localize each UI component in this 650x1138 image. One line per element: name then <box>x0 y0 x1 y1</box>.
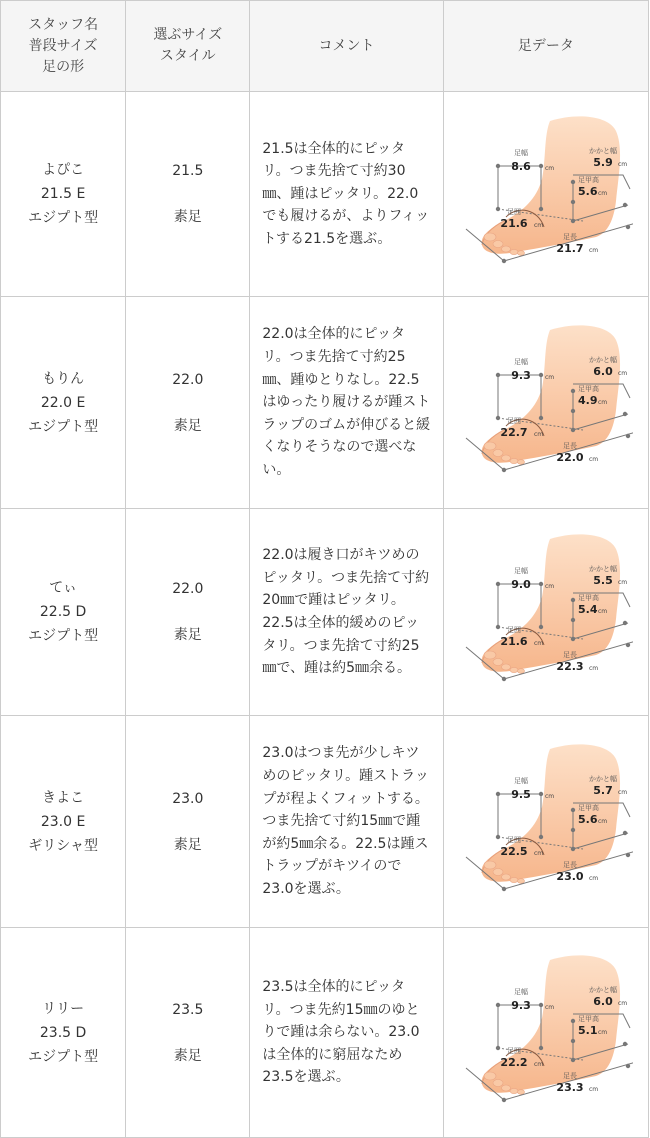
header-style-line: 選ぶサイズ <box>153 27 223 43</box>
ball-width-value: 9.5 <box>511 787 532 801</box>
usual-size: 23.5 D <box>39 1024 87 1041</box>
length-label: 足長 <box>563 233 578 241</box>
chosen-size: 22.0 <box>172 371 204 388</box>
toe-icon <box>510 1088 518 1093</box>
foot-diagram <box>458 737 633 907</box>
foot-data-cell <box>443 716 648 928</box>
header-row <box>1 1 649 92</box>
foot-diagram <box>458 109 633 279</box>
style-label: 素足 <box>173 627 202 643</box>
instep-value: 5.1 <box>578 1023 598 1037</box>
ball-width-label: 足幅 <box>514 357 529 366</box>
heel-width-unit: cm <box>618 999 628 1007</box>
comment-cell: 23.0はつま先が少しキツめのピッタリ。踵ストラップが程よくフィットする。つま先捨て寸約15㎜で踵が約5㎜余る。22.5は踵ストラップがキツイので23.0を選ぶ。 <box>250 716 443 928</box>
toe-icon <box>484 651 496 659</box>
toe-icon <box>502 455 511 461</box>
instep-label: 足甲高 <box>578 384 600 393</box>
foot-diagram <box>458 318 633 488</box>
foot-data-cell <box>443 928 648 1138</box>
foot-shape: エジプト型 <box>28 418 99 435</box>
heel-width-value: 6.0 <box>593 364 614 378</box>
table-row <box>1 716 649 928</box>
toe-icon <box>510 249 518 254</box>
length-label: 足長 <box>563 651 578 659</box>
ball-width-label: 足幅 <box>514 149 529 157</box>
comment-cell: 23.5は全体的にピッタリ。つま先約15㎜のゆとりで踵は余らない。23.0は全体的に窮屈なため23.5を選ぶ。 <box>250 928 443 1138</box>
girth-label: 足囲 <box>507 416 522 425</box>
chosen-size: 22.0 <box>172 581 204 597</box>
instep-unit: cm <box>598 190 608 197</box>
ball-width-label: 足幅 <box>514 776 529 785</box>
girth-value: 21.6 <box>500 635 528 648</box>
staff-name: リリー <box>42 1000 85 1017</box>
girth-label: 足囲 <box>507 835 522 844</box>
instep-value: 5.4 <box>578 603 598 616</box>
size-cell <box>126 509 250 716</box>
ball-width-value: 8.6 <box>511 160 532 173</box>
heel-width-value: 5.5 <box>593 574 614 587</box>
heel-width-value: 5.9 <box>593 156 614 169</box>
header-style <box>126 1 250 92</box>
girth-value: 22.2 <box>500 1055 528 1069</box>
header-staff <box>1 1 126 92</box>
toe-icon <box>484 1072 496 1080</box>
instep-label: 足甲高 <box>578 803 600 812</box>
header-staff-line: スタッフ名 <box>28 16 99 33</box>
ball-width-label: 足幅 <box>514 567 529 575</box>
instep-value: 5.6 <box>578 185 598 198</box>
length-unit: cm <box>589 247 599 254</box>
heel-width-label: かかと幅 <box>589 985 618 994</box>
toe-icon <box>518 251 525 256</box>
foot-data-cell <box>443 509 648 716</box>
toe-icon <box>502 664 511 670</box>
header-staff-line: 足の形 <box>42 58 85 75</box>
ball-width-unit: cm <box>545 792 555 800</box>
girth-label: 足囲 <box>507 1046 522 1055</box>
foot-shape: エジプト型 <box>28 628 99 644</box>
ball-width-unit: cm <box>545 165 555 172</box>
foot-diagram <box>458 527 633 697</box>
girth-value: 21.6 <box>500 217 528 230</box>
heel-width-unit: cm <box>618 161 628 168</box>
toe-icon <box>510 877 518 882</box>
heel-width-label: かかと幅 <box>589 147 618 155</box>
usual-size: 22.5 D <box>39 604 87 620</box>
toe-icon <box>502 246 511 252</box>
ball-width-value: 9.3 <box>511 998 532 1012</box>
staff-cell <box>1 297 126 509</box>
toe-icon <box>493 659 503 666</box>
staff-name: きよこ <box>42 789 85 806</box>
toe-icon <box>493 241 503 248</box>
table-row <box>1 928 649 1138</box>
girth-unit: cm <box>534 430 544 438</box>
toe-icon <box>518 1089 525 1094</box>
header-style-line: スタイル <box>159 48 216 64</box>
ball-width-unit: cm <box>545 373 555 381</box>
heel-width-unit: cm <box>618 788 628 796</box>
heel-width-label: かかと幅 <box>589 565 618 573</box>
instep-unit: cm <box>598 398 608 406</box>
length-value: 21.7 <box>556 242 584 255</box>
foot-data-cell <box>443 92 648 297</box>
girth-value: 22.7 <box>500 425 528 439</box>
staff-name: よぴこ <box>42 162 85 178</box>
length-label: 足長 <box>563 441 578 450</box>
foot-diagram <box>458 948 633 1118</box>
instep-label: 足甲高 <box>578 176 600 184</box>
instep-unit: cm <box>598 817 608 825</box>
ball-width-value: 9.0 <box>511 578 532 591</box>
toe-icon <box>518 459 525 464</box>
header-staff-line: 普段サイズ <box>28 37 98 54</box>
length-value: 23.0 <box>556 869 584 883</box>
table-row <box>1 297 649 509</box>
length-value: 22.0 <box>556 450 584 464</box>
staff-cell <box>1 716 126 928</box>
table-row <box>1 92 649 297</box>
toe-icon <box>484 442 496 450</box>
length-value: 22.3 <box>556 660 584 673</box>
staff-cell <box>1 928 126 1138</box>
toe-icon <box>510 667 518 672</box>
chosen-size: 21.5 <box>172 163 204 179</box>
foot-data-cell <box>443 297 648 509</box>
staff-name: もりん <box>42 370 85 387</box>
girth-unit: cm <box>534 849 544 857</box>
toe-icon <box>493 868 503 875</box>
girth-unit: cm <box>534 222 544 229</box>
girth-label: 足囲 <box>507 626 522 634</box>
instep-unit: cm <box>598 608 608 615</box>
toe-icon <box>493 449 503 456</box>
chosen-size: 23.5 <box>172 1001 204 1018</box>
length-unit: cm <box>589 455 599 463</box>
size-cell <box>126 928 250 1138</box>
size-cell <box>126 716 250 928</box>
size-cell <box>126 297 250 509</box>
foot-shape: ギリシャ型 <box>28 837 98 854</box>
staff-name: てぃ <box>49 580 77 596</box>
staff-cell <box>1 92 126 297</box>
length-label: 足長 <box>563 860 578 869</box>
style-label: 素足 <box>173 209 202 225</box>
instep-value: 4.9 <box>578 393 598 407</box>
length-label: 足長 <box>563 1071 578 1080</box>
comment-cell: 22.0は履き口がキツめのピッタリ。つま先捨て寸約20㎜で踵はピッタリ。22.5は全体的緩めのピッタリ。つま先捨て寸約25㎜で、踵は約5㎜余る。 <box>250 509 443 716</box>
ball-width-unit: cm <box>545 1003 555 1011</box>
style-label: 素足 <box>173 836 202 853</box>
length-unit: cm <box>589 1085 599 1093</box>
heel-width-label: かかと幅 <box>589 355 618 364</box>
toe-icon <box>502 1085 511 1091</box>
girth-value: 22.5 <box>500 844 528 858</box>
length-unit: cm <box>589 665 599 672</box>
toe-icon <box>484 861 496 869</box>
ball-width-label: 足幅 <box>514 987 529 996</box>
style-label: 素足 <box>173 1047 202 1064</box>
style-label: 素足 <box>173 417 202 434</box>
foot-shape: エジプト型 <box>28 210 99 226</box>
foot-shape: エジプト型 <box>28 1048 99 1065</box>
ball-width-unit: cm <box>545 583 555 590</box>
length-unit: cm <box>589 874 599 882</box>
chosen-size: 23.0 <box>172 790 204 807</box>
header-comment: コメント <box>250 1 443 92</box>
heel-width-value: 5.7 <box>593 783 614 797</box>
heel-width-value: 6.0 <box>593 994 614 1008</box>
heel-width-unit: cm <box>618 369 628 377</box>
toe-icon <box>493 1079 503 1086</box>
girth-unit: cm <box>534 1060 544 1068</box>
girth-unit: cm <box>534 640 544 647</box>
usual-size: 22.0 E <box>40 394 86 411</box>
ball-width-value: 9.3 <box>511 368 532 382</box>
size-cell <box>126 92 250 297</box>
instep-label: 足甲高 <box>578 1014 600 1023</box>
comment-cell: 21.5は全体的にピッタリ。つま先捨て寸約30㎜、踵はピッタリ。22.0でも履けるが、よりフィットする21.5を選ぶ。 <box>250 92 443 297</box>
usual-size: 21.5 E <box>40 186 86 202</box>
instep-label: 足甲高 <box>578 594 600 602</box>
toe-icon <box>502 874 511 880</box>
usual-size: 23.0 E <box>40 813 86 830</box>
heel-width-unit: cm <box>618 579 628 586</box>
comment-cell: 22.0は全体的にピッタリ。つま先捨て寸約25㎜、踵ゆとりなし。22.5はゆったり履けるが踵ストラップのゴムが伸びると緩くなりそうなので選べない。 <box>250 297 443 509</box>
instep-value: 5.6 <box>578 812 598 826</box>
staff-cell <box>1 509 126 716</box>
toe-icon <box>518 669 525 674</box>
header-foot-data: 足データ <box>443 1 648 92</box>
heel-width-label: かかと幅 <box>589 774 618 783</box>
girth-label: 足囲 <box>507 208 522 216</box>
toe-icon <box>484 233 496 241</box>
length-value: 23.3 <box>556 1080 584 1094</box>
instep-unit: cm <box>598 1028 608 1036</box>
toe-icon <box>510 458 518 463</box>
table-row <box>1 509 649 716</box>
toe-icon <box>518 878 525 883</box>
